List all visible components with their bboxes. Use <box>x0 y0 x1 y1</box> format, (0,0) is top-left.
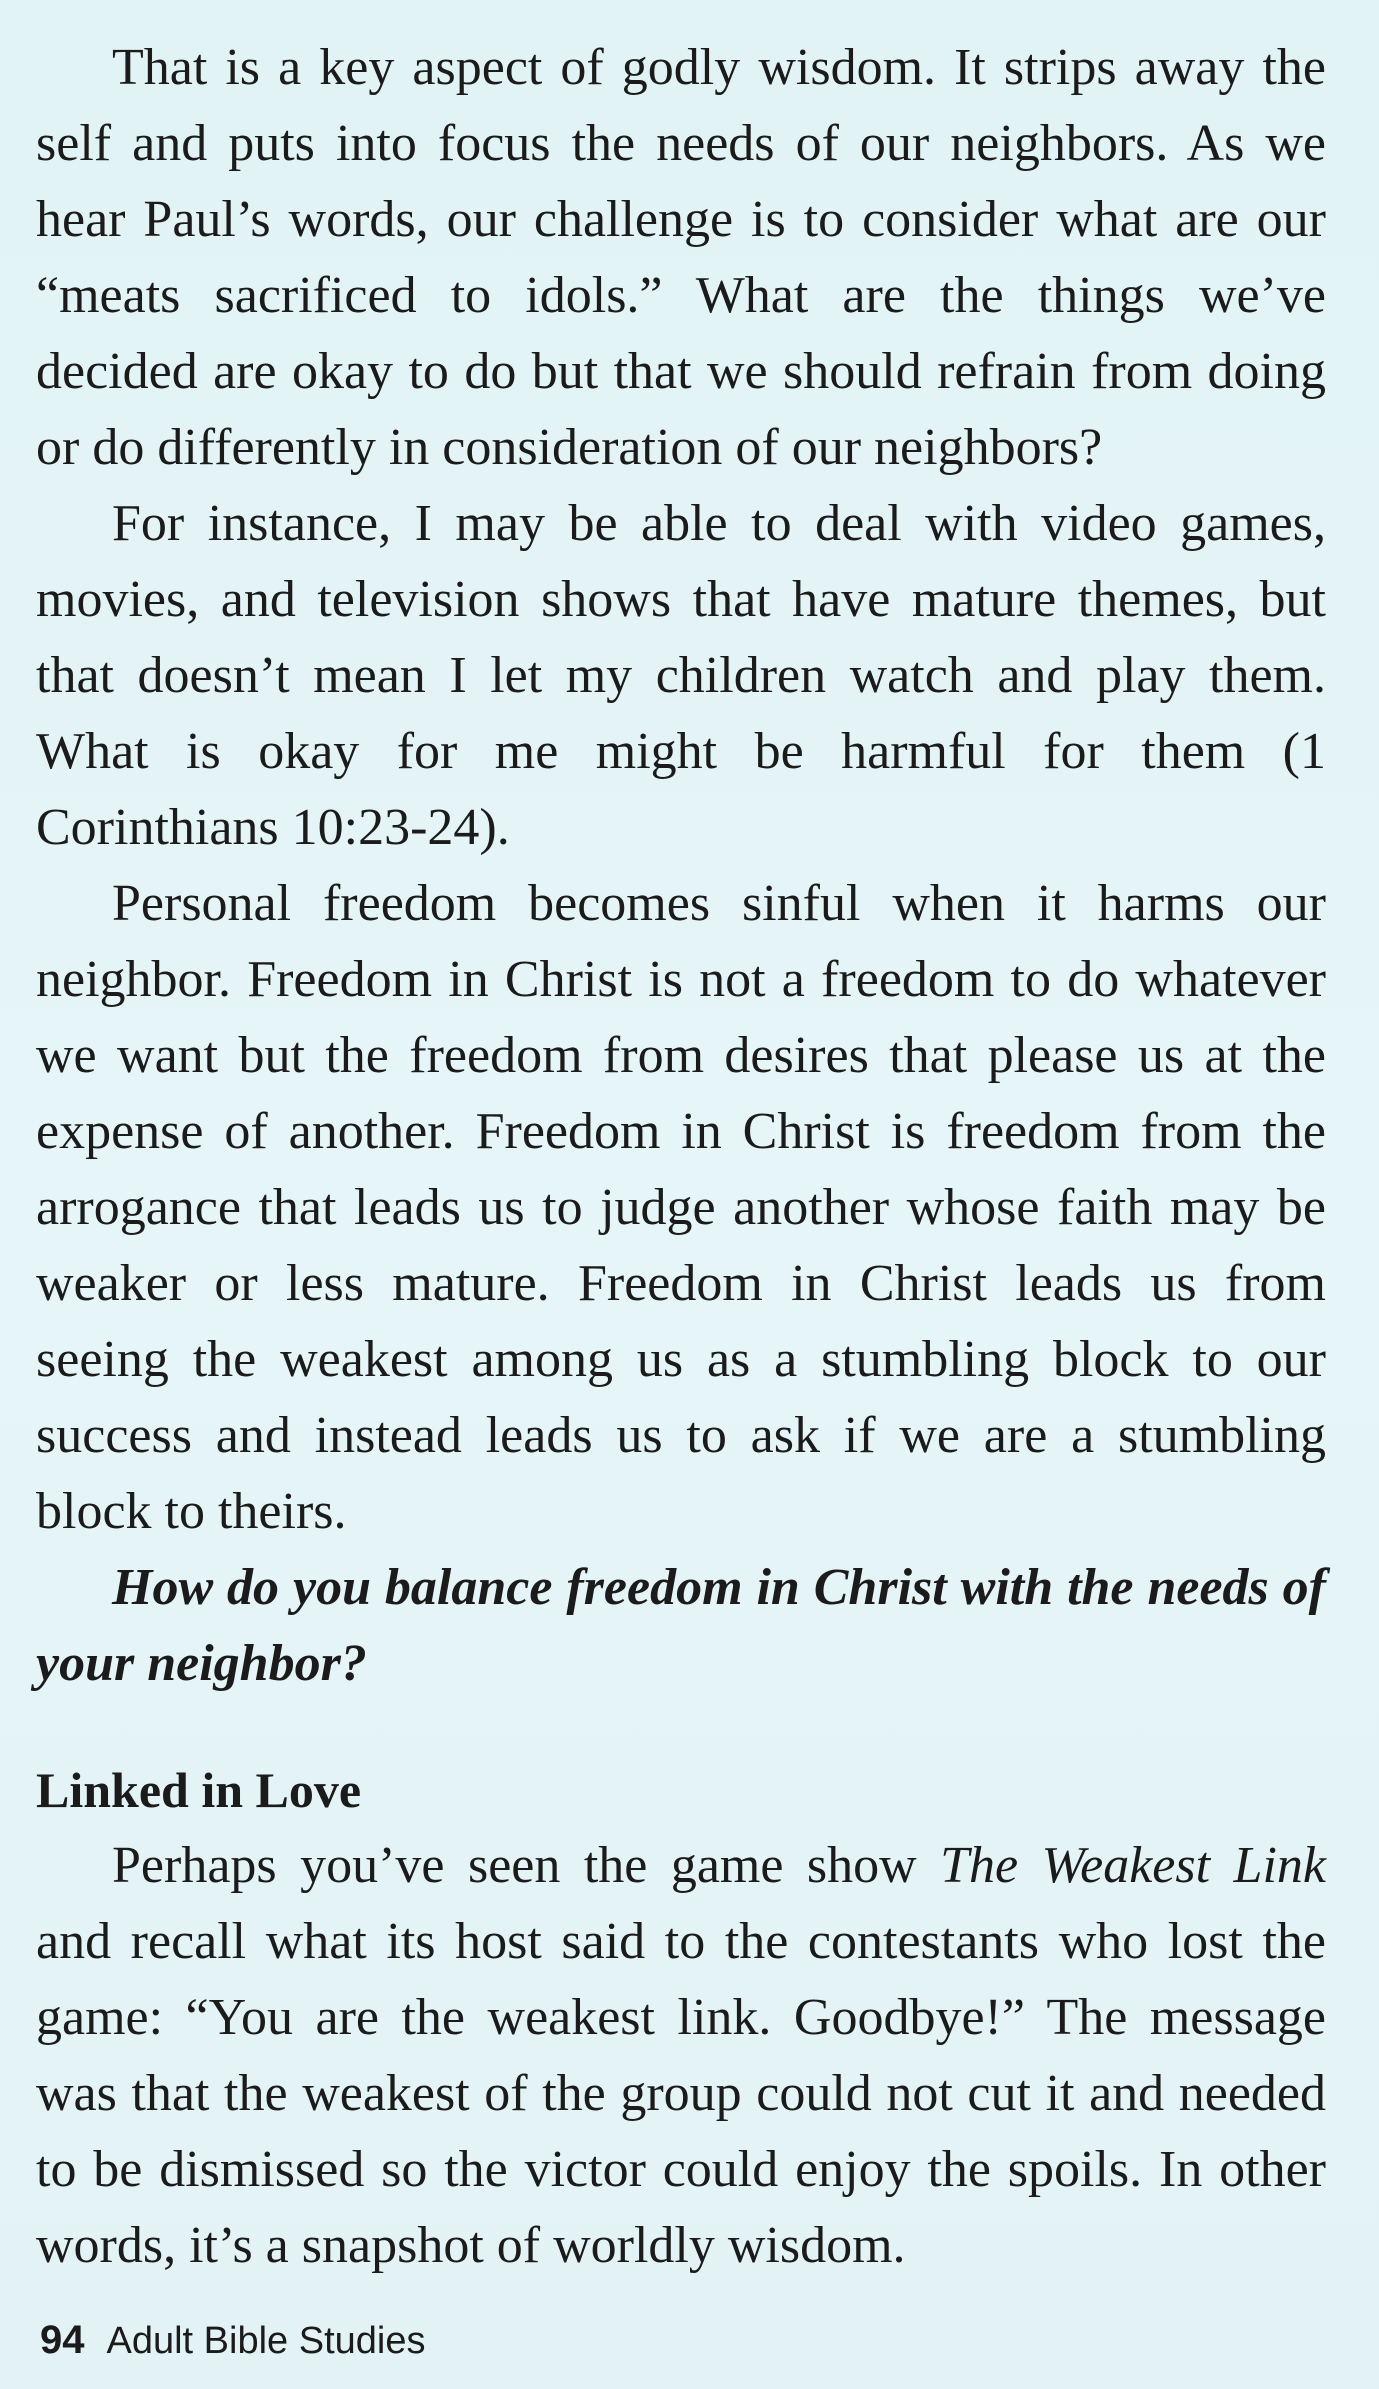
section-heading: Linked in Love <box>36 1762 362 1818</box>
paragraph-weakest-link <box>36 1828 1326 2284</box>
text-column <box>36 30 1326 2284</box>
intro-text-after: and recall what its host said to the contestants who lost the game: “You are the weakest link. Goodbye!” The message was that the weakest of the group could not cut it and needed to be dismissed so the victor could enjoy the spoils. In other words, it’s a snapshot of worldly wisdom. <box>36 1913 1326 2274</box>
paragraph-personal-freedom: Personal freedom becomes sinful when it harms our neighbor. Freedom in Christ is not a freedom to do whatever we want but the freedom from desires that please us at the expense of another. Freedom in Christ is freedom from the arrogance that leads us to judge another whose faith may be weaker or less mature. Freedom in Christ leads us from seeing the weakest among us as a stumbling block to our success and instead leads us to ask if we are a stumbling block to theirs. <box>36 875 1326 1540</box>
publication-title: Adult Bible Studies <box>106 2320 426 2362</box>
paragraph-godly-wisdom: That is a key aspect of godly wisdom. It strips away the self and puts into focus the needs of our neighbors. As we hear Paul’s words, our challenge is to consider what are our “meats sacrificed to idols.” What are the things we’ve decided are okay to do but that we should refrain from doing or do differently in consideration of our neighbors? <box>36 39 1326 476</box>
page-number: 94 <box>40 2318 85 2362</box>
discussion-question: How do you balance freedom in Christ with the needs of your neighbor? <box>36 1559 1326 1692</box>
paragraph-for-instance: For instance, I may be able to deal with video games, movies, and television shows that have mature themes, but that doesn’t mean I let my children watch and play them. What is okay for me might be harmful for them (1 Corinthians 10:23-24). <box>36 495 1326 856</box>
intro-text-before: Perhaps you’ve seen the game show <box>112 1837 941 1894</box>
show-title: The Weakest Link <box>940 1837 1326 1894</box>
page-footer <box>40 2318 425 2363</box>
